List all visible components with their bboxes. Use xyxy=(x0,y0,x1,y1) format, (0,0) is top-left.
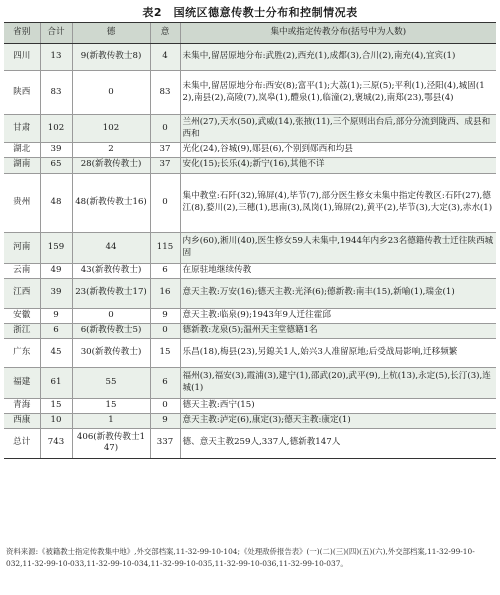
cell-province: 西康 xyxy=(4,413,40,428)
cell-german: 1 xyxy=(72,413,150,428)
table-row xyxy=(4,157,496,173)
cell-distribution: 内乡(60),淅川(40),医生修女59人未集中,1944年内乡23名德籍传教士迁往陕西城固 xyxy=(180,232,496,263)
cell-province: 四川 xyxy=(4,44,40,71)
cell-italian: 83 xyxy=(150,71,180,115)
table-row xyxy=(4,398,496,413)
cell-province: 云南 xyxy=(4,263,40,278)
cell-italian: 0 xyxy=(150,115,180,143)
cell-province: 广东 xyxy=(4,338,40,367)
cell-province: 甘肃 xyxy=(4,115,40,143)
cell-german: 23(新教传教士17) xyxy=(72,278,150,308)
cell-italian: 337 xyxy=(150,428,180,458)
table-header-row xyxy=(4,23,496,44)
cell-italian: 6 xyxy=(150,263,180,278)
cell-italian: 4 xyxy=(150,44,180,71)
cell-italian: 0 xyxy=(150,173,180,232)
cell-german: 15 xyxy=(72,398,150,413)
cell-italian: 9 xyxy=(150,413,180,428)
table-row xyxy=(4,338,496,367)
header-province: 省别 xyxy=(4,23,40,44)
table-row xyxy=(4,323,496,338)
cell-distribution: 光化(24),谷城(9),郧县(6),个别到郧西和均县 xyxy=(180,143,496,158)
cell-total: 61 xyxy=(40,367,72,398)
cell-province: 浙江 xyxy=(4,323,40,338)
cell-distribution: 意天主教:泸定(6),康定(3);德天主教:康定(1) xyxy=(180,413,496,428)
cell-distribution: 集中教堂:石阡(32),锦屏(4),毕节(7),部分医生修女未集中指定传教区:石阡(27),德江(8),婺川(2),三穗(1),思南(3),凤岗(1),锦屏(2),黄平(2),毕节(3),大定(3),赤水(1) xyxy=(180,173,496,232)
cell-italian: 9 xyxy=(150,308,180,323)
cell-province: 湖北 xyxy=(4,143,40,158)
cell-german: 44 xyxy=(72,232,150,263)
cell-province: 湖南 xyxy=(4,157,40,173)
cell-distribution: 福州(3),福安(3),霞浦(3),建宁(1),邵武(20),武平(9),上杭(13),永定(5),长汀(3),连城(1) xyxy=(180,367,496,398)
table-row xyxy=(4,143,496,158)
cell-distribution: 未集中,留居原地分布:武胜(2),西充(1),成都(3),合川(2),南充(4),宜宾(1) xyxy=(180,44,496,71)
cell-german: 55 xyxy=(72,367,150,398)
cell-total: 9 xyxy=(40,308,72,323)
table-title: 表2 国统区德意传教士分布和控制情况表 xyxy=(142,6,358,19)
cell-italian: 15 xyxy=(150,338,180,367)
cell-german: 48(新教传教士16) xyxy=(72,173,150,232)
cell-distribution: 乐昌(18),梅县(23),另鎴关1人,始兴3人准留原地;后受战局影响,迁移频繁 xyxy=(180,338,496,367)
table-row xyxy=(4,173,496,232)
cell-italian: 16 xyxy=(150,278,180,308)
cell-total: 159 xyxy=(40,232,72,263)
source-note: 资料来源:《被籍教士指定传教集中地》,外交部档案,11-32-99-10-104;《处理敌侨报告表》(一)(二)(三)(四)(五)(六),外交部档案,11-32-99-10-032,11-32-99-10-033,11-32-99-10-034,11-32-99-10-035,11-32-99-10-036,11-32-99-10-037。 xyxy=(6,547,475,568)
cell-distribution: 德天主教:西宁(15) xyxy=(180,398,496,413)
header-distribution: 集中或指定传教分布(括号中为人数) xyxy=(180,23,496,44)
cell-province: 青海 xyxy=(4,398,40,413)
cell-province: 安徽 xyxy=(4,308,40,323)
table-row xyxy=(4,232,496,263)
cell-province: 江西 xyxy=(4,278,40,308)
cell-total: 6 xyxy=(40,323,72,338)
cell-german: 9(新教传教士8) xyxy=(72,44,150,71)
cell-italian: 0 xyxy=(150,323,180,338)
cell-total: 39 xyxy=(40,278,72,308)
cell-german: 30(新教传教士) xyxy=(72,338,150,367)
table-row xyxy=(4,367,496,398)
cell-total: 743 xyxy=(40,428,72,458)
cell-province: 福建 xyxy=(4,367,40,398)
cell-province: 总计 xyxy=(4,428,40,458)
header-german: 德 xyxy=(72,23,150,44)
cell-distribution: 意天主教:临泉(9);1943年9人迁往霍邱 xyxy=(180,308,496,323)
cell-province: 河南 xyxy=(4,232,40,263)
table-row xyxy=(4,308,496,323)
cell-distribution: 安化(15);长乐(4);新宁(16),其他不详 xyxy=(180,157,496,173)
cell-total: 10 xyxy=(40,413,72,428)
table-row xyxy=(4,413,496,428)
cell-total: 102 xyxy=(40,115,72,143)
cell-province: 贵州 xyxy=(4,173,40,232)
cell-italian: 6 xyxy=(150,367,180,398)
cell-german: 28(新教传教士) xyxy=(72,157,150,173)
cell-german: 6(新教传教士5) xyxy=(72,323,150,338)
table-row xyxy=(4,71,496,115)
cell-italian: 115 xyxy=(150,232,180,263)
cell-total: 49 xyxy=(40,263,72,278)
cell-total: 65 xyxy=(40,157,72,173)
table-row xyxy=(4,44,496,71)
cell-province: 陕西 xyxy=(4,71,40,115)
cell-italian: 0 xyxy=(150,398,180,413)
cell-german: 43(新教传教士) xyxy=(72,263,150,278)
cell-distribution: 未集中,留居原地分布:西安(8);富平(1);大荔(1);三原(5);平利(1),泾阳(4),城固(12),南县(2),高陵(7),岚皋(1),醴泉(1),临潼(2),褒城(2),南郑(23),鄂县(4) xyxy=(180,71,496,115)
cell-total: 39 xyxy=(40,143,72,158)
cell-distribution: 德、意天主教259人,337人,德新教147人 xyxy=(180,428,496,458)
cell-german: 0 xyxy=(72,71,150,115)
cell-german: 0 xyxy=(72,308,150,323)
cell-german: 406(新教传教士147) xyxy=(72,428,150,458)
cell-total: 45 xyxy=(40,338,72,367)
table-row xyxy=(4,115,496,143)
cell-distribution: 意天主教:万安(16);德天主教:光泽(6);德新教:南丰(15),新喻(1),瑞金(1) xyxy=(180,278,496,308)
cell-italian: 37 xyxy=(150,157,180,173)
table-row xyxy=(4,278,496,308)
table-row xyxy=(4,428,496,458)
cell-total: 13 xyxy=(40,44,72,71)
cell-total: 83 xyxy=(40,71,72,115)
cell-german: 102 xyxy=(72,115,150,143)
cell-distribution: 德新教:龙泉(5);温州天主堂德籍1名 xyxy=(180,323,496,338)
table-row xyxy=(4,263,496,278)
cell-total: 15 xyxy=(40,398,72,413)
missionary-distribution-table xyxy=(4,22,496,459)
header-total: 合计 xyxy=(40,23,72,44)
cell-italian: 37 xyxy=(150,143,180,158)
cell-distribution: 兰州(27),天水(50),武威(14),张掖(11),三个原则出台后,部分分流到陇西、成县和西和 xyxy=(180,115,496,143)
cell-total: 48 xyxy=(40,173,72,232)
header-italian: 意 xyxy=(150,23,180,44)
cell-distribution: 在原驻地继续传教 xyxy=(180,263,496,278)
cell-german: 2 xyxy=(72,143,150,158)
